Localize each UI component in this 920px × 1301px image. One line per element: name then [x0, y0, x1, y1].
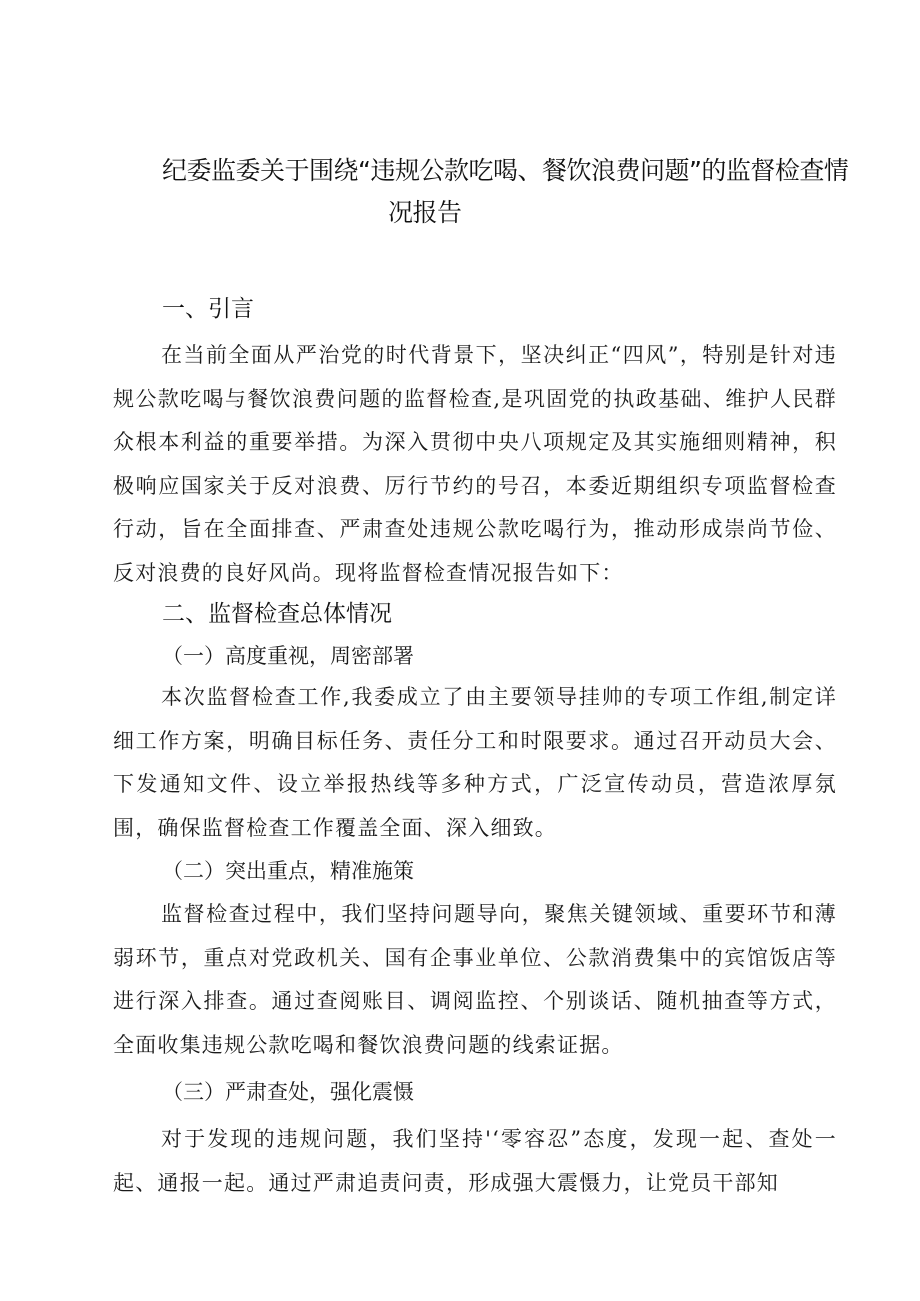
- subsection-2-heading: （二）突出重点，精准施策: [162, 859, 414, 883]
- subsection-2-paragraph: 监督检查过程中，我们坚持问题导向，聚焦关键领域、重要环节和薄弱环节，重点对党政机关、国有企事业单位、公款消费集中的宾馆饭店等进行深入排查。通过查阅账目、调阅监控、个别谈话、随机抽查等方式，全面收集违规公款吃喝和餐饮浪费问题的线索证据。: [113, 902, 837, 1057]
- subsection-3-paragraph: 对于发现的违规问题，我们坚持'‘零容忍”态度，发现一起、查处一起、通报一起。通过严肃追责问责，形成强大震慑力，让党员干部知: [113, 1127, 837, 1195]
- subsection-1-heading: （一）高度重视，周密部署: [162, 644, 414, 668]
- section-1-heading: 一、引言: [162, 296, 254, 322]
- section-1-paragraph: 在当前全面从严治党的时代背景下，坚决纠正“四风”，特别是针对违规公款吃喝与餐饮浪费问题的监督检查,是巩固党的执政基础、维护人民群众根本利益的重要举措。为深入贯彻中央八项规定及其实施细则精神，积极响应国家关于反对浪费、厉行节约的号召，本委近期组织专项监督检查行动，旨在全面排查、严肃查处违规公款吃喝行为，推动形成崇尚节俭、反对浪费的良好风尚。现将监督检查情况报告如下：: [113, 343, 837, 585]
- subsection-3-heading: （三）严肃查处，强化震慑: [162, 1080, 414, 1104]
- section-2-heading: 二、监督检查总体情况: [162, 601, 392, 627]
- subsection-1-paragraph: 本次监督检查工作,我委成立了由主要领导挂帅的专项工作组,制定详细工作方案，明确目标任务、责任分工和时限要求。通过召开动员大会、下发通知文件、设立举报热线等多种方式，广泛宣传动员，营造浓厚氛围，确保监督检查工作覆盖全面、深入细致。: [113, 685, 837, 840]
- document-title: [162, 150, 852, 234]
- title-line-2: 况报告: [388, 198, 462, 227]
- title-line-1: 纪委监委关于围绕“违规公款吃喝、餐饮浪费问题”的监督检查情: [162, 156, 849, 185]
